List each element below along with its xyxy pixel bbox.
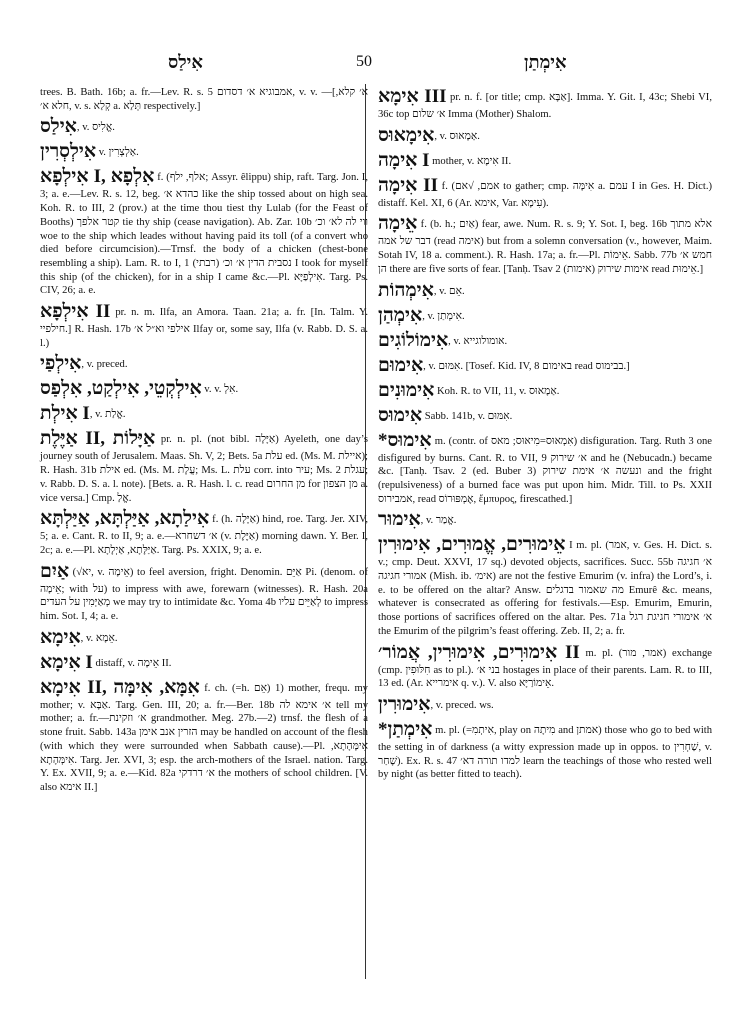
entry-imaus: אִימָאוּס, v. אַמָאוּס. bbox=[378, 124, 480, 146]
left-running-headword: אִילַס bbox=[168, 52, 203, 72]
page-number: 50 bbox=[356, 53, 372, 70]
entry-ilt-1: אִילְת I, v. אֱלַת. bbox=[40, 403, 126, 425]
entry-ima-2: אִימָא II, אִמָּא, אִימָּה f. ch. (=h. אֵם) 1) mother, frequ. my mother; v. אַבָּא. Targ. Gen. III, 20; a. fr.—Ber. 18b א׳ אימא לה tell my mother; a. fr.—א׳ וזקינת grandmother. Meg. 27b.—2) trnsf. the flesh of a stone fruit. Sabb. 143a הזרין אנב אימן may be handled on account of the flesh (with which they were surrounded when Sabbath cause).—Pl. אִימָּהָתָא, אִימְּהָתָא. Targ. Jer. XVI, 3; esp. the arch-mothers of the Israel. nation. Targ. Y. Ex. XVII, 9; a. e.—Kid. 82a א׳ דרדקי the mothers of school children. [V. also אימא II.] bbox=[40, 676, 369, 793]
entry-imtan-star: *אִימְתַן m. pl. (=אִיתְמִ, play on מִיתָה and אמתן) those who go to bed with the setting in of darkness (a witty expression made up in oppos. to שַׁחְרִין, v. שָׁחַר). Ex. R. s. 47 למדו תורה דא׳ learn the teachings of those who rested well by night (as better fitted to teach). bbox=[378, 718, 712, 781]
entry-ilsrin: אִילְסְרִין v. אַלְצְרִין. bbox=[40, 141, 139, 163]
entry-ima-3: אִימָא III pr. n. f. [or title; cmp. אַבָּא]. Imma. Y. Git. I, 43c; Shebi VI, 36c top א׳ שלום Imma (Mother) Shalom. bbox=[378, 86, 712, 120]
entry-emurim-2: אִימוּרִים, אִימוּרִין, אֲמוֹר׳ II m. pl. (אמר, מור) exchange (cmp. חִלּוּפִין as to pl.). בני א׳ hostages in place of their parents. Lam. R. to III, 13 ed. (Ar. אימרייא q. v.). V. also אֵימוֹרַיָּא. bbox=[378, 641, 712, 690]
entry-imur: אִימוּר, v. אֱמַר. bbox=[378, 509, 457, 531]
entry-continuation: trees. B. Bath. 16b; a. fr.—Lev. R. s. 5 אמבוגיא א׳ דסדום, v. v. —[א׳ קלא, חלא א׳, v. s. קְלַא a. תְּלַא respectively.] bbox=[40, 87, 368, 112]
entry-imus: אִימוּס Sabb. 141b, v. אִמּוּם. bbox=[378, 404, 513, 426]
left-column bbox=[40, 86, 368, 798]
entry-imunim: אִימוּנִים Koh. R. to VII, 11, v. אַמָאוּס. bbox=[378, 379, 560, 401]
right-running-headword: אִימְתַן bbox=[524, 52, 567, 72]
entry-imum: אִימוּם, v. אִמּוּם. [Tosef. Kid. IV, 8 באימום read בבימוס.] bbox=[378, 354, 630, 376]
entry-imus-star: *אִימוּס m. (contr. of אִמְאוּס=מִיאוּס; מאס) disfiguration. Targ. Ruth 3 one disfigured by burns. Cant. R. to VII, 9 א׳ שירוק and he (Nebucadn.) became &c. [Tanḥ. Tsav. 2 (ed. Buber 3) ונעשה א׳ אימת שירוק and the fright (repulsiveness) of a burned face was put upon him. Midr. Till. to Ps. XXII אמבירוס, read אֶמְפּוּרוֹס, ἔμπυρος, firescathed.] bbox=[378, 429, 712, 505]
entry-emah: אֵימָה f. (b. h.; אַיִם) fear, awe. Num. R. s. 9; Y. Sot. I, beg. 16b אלא מתוך דבר של אמה (read אימה) but from a solemn conversation (v., however, Maim. Sotah IV, 18 a. comment.). R. Hash. 17a; a. fr.—Pl. אֵימוֹת. Sabb. 77b חמש א׳ הן there are five sorts of fear. [Tanḥ. Tsav 2 (אימות) אימות שירוק read אֵימוּת.] bbox=[378, 213, 712, 275]
entry-imhoth: אִימְהוֹת, v. אֵם. bbox=[378, 279, 465, 301]
page-header bbox=[0, 52, 750, 78]
entry-imah-2: אִימָה II f. (אמם, √אם to gather; cmp. אִימָּה a. עמם I in Ges. H. Dict.) distaff. Kel. XI, 6 (Ar. אימא, Var. עִימָא). bbox=[378, 174, 712, 209]
entry-ilqtei: אִילְקְטֵי, אִילְקַט, אִלְפַס v. v. אִלְ. bbox=[40, 378, 239, 400]
entry-ima-1: אִימָא I distaff, v. אֵימָה II. bbox=[40, 651, 172, 673]
entry-ayalta: אִילַתָא, אַיַּלְתָּא, אַיַּלְתָּא f. (h. אַיָּלָה) hind, roe. Targ. Jer. XIV, 5; a. e. Cant. R. to II, 9; a. e.—א׳ דשחרא (v. אַיֶּלֶת) morning dawn. Y. Ber. I, 2c; a. e.—Pl. אַיַּלָּתָא, אַיְלָתָא. Targ. Ps. XXIX, 9; a. e. bbox=[40, 508, 368, 556]
entry-ayeleth-2: אַיֶּלֶת II, אַיָּלוֹת pr. n. pl. (not bibl. אַיָּלָה) Ayeleth, one day’s journey south of Jerusalem. Maas. Sh. V, 2; Bets. 5a עלת ed. (Ms. M. איילת); R. Hash. 31b אילת ed. (Ms. M. עֲלָת; Ms. L. עלת corr. into עיר; Ms. 2 עגלת; v. Rabb. D. S. a. l. note). [Bets. a. R. Hash. l. c. read מן החרום for מן הצפון a. vice versa.] Cmp. אֱלַ. bbox=[40, 428, 369, 504]
right-column bbox=[378, 86, 712, 785]
entry-imologim: אִימוֹלוֹגִים, v. אומולוגייא. bbox=[378, 329, 508, 351]
entry-ilpay: אִילְפַי, v. preced. bbox=[40, 353, 128, 375]
entry-imhan: אִימְהַן, v. אִימְתַן. bbox=[378, 304, 465, 326]
entry-ilas: אִילַס, v. אֱלִיס. bbox=[40, 116, 115, 138]
entry-emurim-1: אֵימוּרִים, אֱמוּרִים, אִימוּרִין I m. pl. (אמר, v. Ges. H. Dict. s. v.; cmp. Deut. XXVI, 17 sq.) devoted objects, sacrifices. Succ. 55b א׳ חגיגה אמורי חגיגה (Mish. ib. אימ׳) are not the festive Emurim (v. infra) the Lord’s, i. e. to be offered on the altar? Answ. מה שאמור בדגלים Emurê &c. means, whatever is consecrated as offering for festivals.—Esp. Emurim, Emurin, those portions of sacrifices offered on the altar. Pes. 71a א׳ אימורי חגיגת רגל the Emurim of the pilgrim’s feast offering. Zeb. II, 2; a. fr. bbox=[378, 534, 713, 637]
entry-ima: אִימָא, v. אֵמָא. bbox=[40, 626, 118, 648]
entry-imurin: אִימוּרִין, v. preced. ws. bbox=[378, 693, 494, 715]
entry-ayim: אַיִם (√יא, v. אֵימָה) to feel aversion, fright. Denomin. אַיֵּם Pi. (denom. of אֵימָה; with על) to impress with awe, forewarn (witnesses). R. Hash. 20a מְאַיְּמִין על העדים we may try to intimidate &c. Yoma 4b לְאַיֵּים עליו to impress him. Sot. I, 4; a. e. bbox=[40, 560, 368, 623]
entry-ilpha-1: אִילְפָא I, אִלְפָא f. (אלף, ילף; Assyr. êlippu) ship, raft. Targ. Jon. I, 3; a. e.—Lev. R. s. 12, beg. כהדא א׳ like the ship tossed about on high sea. Koh. R. to III, 2 (prov.) at the time thou tiest thy Lulab (for the Feast of Booths) קטר אלפך tie thy ship (cease navigation). Ab. Zar. 10b ווי לה לא׳ וכ׳ woe to the ship which leades without having paid its toll (of a convert who died before circumcision).—Trnsf. the body of a chicken (chest-bone resembling a ship). Lam. R. to I, 1 נסבית הדין א׳ וכ׳ (רבתי) I took for myself this ship (of the chicken), for in a ship I came &c.—Pl. אִילְפַיָּא. Targ. Ps. CIV, 26; a. e. bbox=[40, 166, 369, 297]
entry-imah-1: אִימָה I mother, v. אִימָא II. bbox=[378, 149, 512, 171]
entry-ilpha-2: אִילְפָא II pr. n. m. Ilfa, an Amora. Taan. 21a; a. fr. [In. Talm. Y. חילפיי.] R. Hash. 17b אילפי וא״ל א׳ Ilfay or, some say, Ilfa (v. Rabb. D. S. a. l.) bbox=[40, 301, 368, 349]
